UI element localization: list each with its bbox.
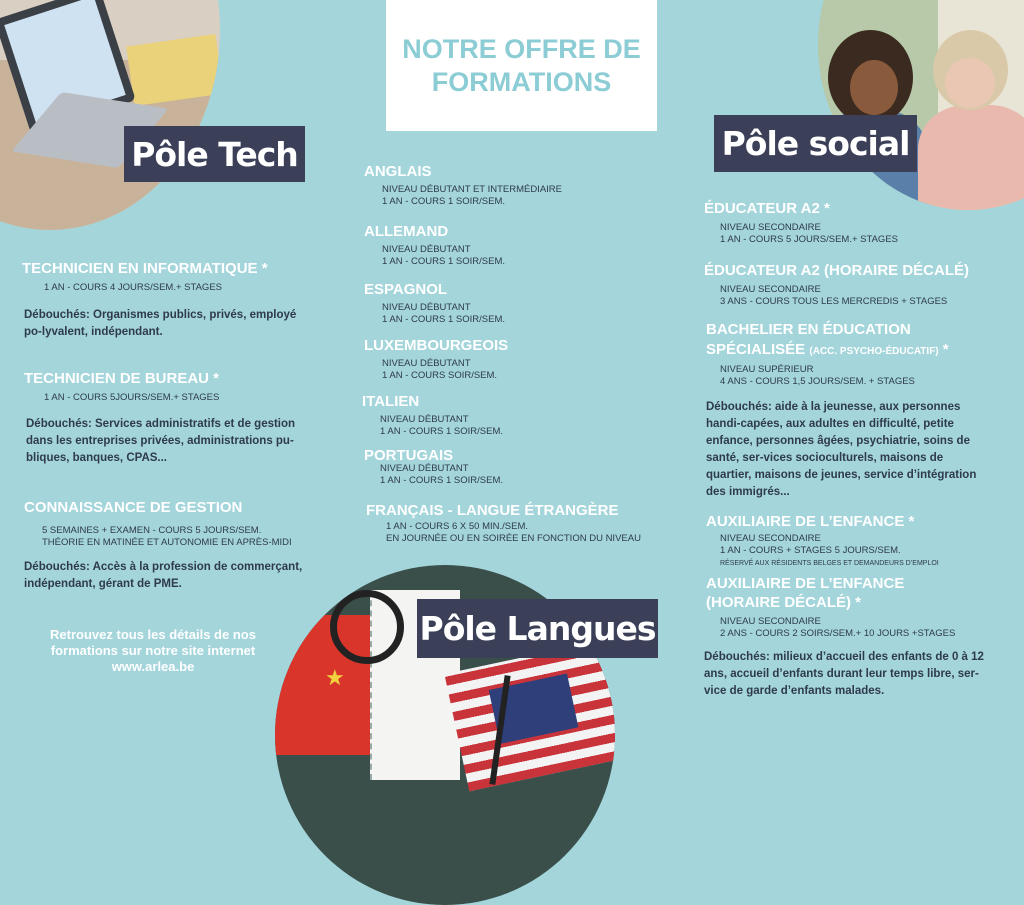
pole-social-label: Pôle social [714,115,917,172]
course-title-main: SPÉCIALISÉE [706,341,806,358]
course-title: ÉDUCATEUR A2 (HORAIRE DÉCALÉ) [704,262,970,279]
course-title: ALLEMAND [364,223,449,240]
course-title: TECHNICIEN EN INFORMATIQUE * [22,260,268,277]
course-detail: 1 AN - COURS SOIR/SEM. [382,370,498,381]
course-detail: NIVEAU DÉBUTANT [382,358,471,369]
course-detail: THÉORIE EN MATINÉE ET AUTONOMIE EN APRÈS-MIDI [42,537,292,548]
course-title-star: * [938,341,949,358]
pole-langues-label: Pôle Langues [417,599,658,658]
website-link[interactable]: www.arlea.be [111,659,195,674]
course-detail: 1 AN - COURS 5JOURS/SEM.+ STAGES [44,392,220,403]
course-detail: 2 ANS - COURS 2 SOIRS/SEM.+ 10 JOURS +STAGES [720,628,956,639]
title-line-1: NOTRE OFFRE DE [402,33,641,64]
course-title: ITALIEN [362,393,420,410]
course-detail: 1 AN - COURS 1 SOIR/SEM. [382,314,505,325]
course-title: AUXILIAIRE DE L’ENFANCE [706,575,905,592]
course-title: FRANÇAIS - LANGUE ÉTRANGÈRE [366,502,619,519]
course-title: BACHELIER EN ÉDUCATION [706,321,911,338]
pole-tech-label: Pôle Tech [124,126,305,182]
course-title-subtitle: (ACC. PSYCHO-ÉDUCATIF) [809,346,939,357]
course-detail: NIVEAU SECONDAIRE [720,284,821,295]
debouches-text: Débouchés: aide à la jeunesse, aux personnes handi-capées, aux adultes en difficulté, petite enfance, personnes âgées, psychiatrie, soins de santé, ser-vices socioculturels, maisons de quartier, maisons de jeunes, service d’intégration des immigrés... [706,401,977,498]
debouches-text: Débouchés: Accès à la profession de commerçant, indépendant, gérant de PME. [24,561,303,590]
course-detail: NIVEAU DÉBUTANT [380,414,469,425]
title-line-2: FORMATIONS [431,66,612,97]
course-note: RÉSERVÉ AUX RÉSIDENTS BELGES ET DEMANDEURS D’EMPLOI [720,560,939,567]
course-detail: 4 ANS - COURS 1,5 JOURS/SEM. + STAGES [720,376,915,387]
course-title: ANGLAIS [364,163,432,180]
course-title: LUXEMBOURGEOIS [364,337,509,354]
course-title: AUXILIAIRE DE L’ENFANCE * [706,513,915,530]
website-line-2: formations sur notre site internet [50,643,256,658]
debouches-text: Débouchés: milieux d’accueil des enfants de 0 à 12 ans, accueil d’enfants durant leur temps libre, ser-vice de garde d’enfants malades. [704,651,984,697]
website-note [28,627,278,675]
course-detail: 1 AN - COURS 1 SOIR/SEM. [380,475,503,486]
course-title: ESPAGNOL [364,281,448,298]
course-title: CONNAISSANCE DE GESTION [24,499,243,516]
course-detail: 1 AN - COURS 5 JOURS/SEM.+ STAGES [720,234,898,245]
course-detail: NIVEAU SECONDAIRE [720,616,821,627]
course-detail: NIVEAU SUPÉRIEUR [720,364,814,375]
course-detail: 1 AN - COURS 1 SOIR/SEM. [382,196,505,207]
caregiver-photo [818,0,1024,210]
website-line-1: Retrouvez tous les détails de nos [50,627,256,642]
course-detail: 1 AN - COURS 1 SOIR/SEM. [382,256,505,267]
course-detail: 1 AN - COURS 1 SOIR/SEM. [380,426,503,437]
course-title: PORTUGAIS [364,447,454,464]
course-detail: 1 AN - COURS 6 X 50 MIN./SEM. [386,521,529,532]
course-title-line-2 [706,341,949,358]
course-detail: NIVEAU DÉBUTANT ET INTERMÉDIAIRE [382,184,562,195]
course-title: ÉDUCATEUR A2 * [704,200,830,217]
course-detail: NIVEAU DÉBUTANT [382,302,471,313]
course-detail: 5 SEMAINES + EXAMEN - COURS 5 JOURS/SEM. [42,525,262,536]
course-detail: 1 AN - COURS + STAGES 5 JOURS/SEM. [720,545,901,556]
page-title [386,0,657,131]
course-detail: NIVEAU DÉBUTANT [380,463,469,474]
course-detail: 1 AN - COURS 4 JOURS/SEM.+ STAGES [44,282,222,293]
course-detail: 3 ANS - COURS TOUS LES MERCREDIS + STAGES [720,296,948,307]
course-detail: NIVEAU SECONDAIRE [720,222,821,233]
debouches-text: Débouchés: Services administratifs et de gestion dans les entreprises privées, administrations pu-bliques, banques, CPAS... [26,418,296,464]
course-detail: NIVEAU DÉBUTANT [382,244,471,255]
course-detail: NIVEAU SECONDAIRE [720,533,821,544]
course-title: TECHNICIEN DE BUREAU * [24,370,220,387]
course-title-line-2: (HORAIRE DÉCALÉ) * [706,594,862,611]
course-detail: EN JOURNÉE OU EN SOIRÉE EN FONCTION DU NIVEAU [386,533,641,544]
debouches-text: Débouchés: Organismes publics, privés, employé po-lyvalent, indépendant. [24,309,297,338]
laptop-photo [0,0,220,230]
